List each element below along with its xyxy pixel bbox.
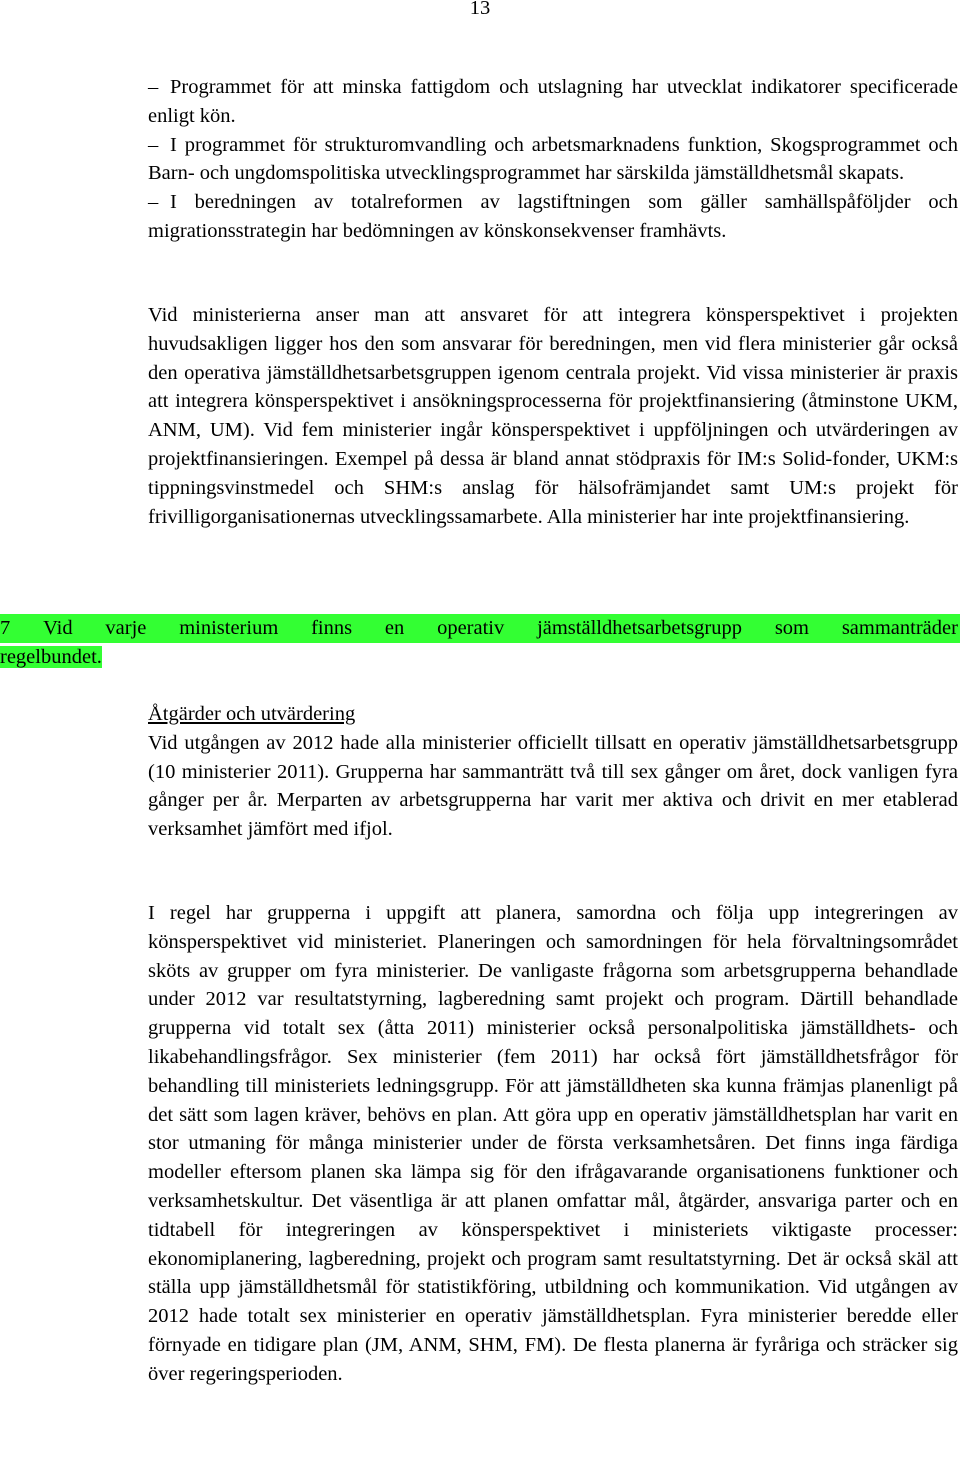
bullet-item xyxy=(148,73,958,131)
dash-icon: – xyxy=(148,133,159,156)
highlight-word: ministerium xyxy=(179,617,279,639)
highlight-text: regelbundet. xyxy=(0,646,102,668)
highlight-word: sammanträder xyxy=(841,617,958,639)
section xyxy=(148,700,958,844)
highlight-word: Vid xyxy=(43,617,73,639)
section-heading: Åtgärder och utvärdering xyxy=(148,703,356,725)
highlight-word: en xyxy=(384,617,405,639)
body-paragraph: I regel har grupperna i uppgift att planera, samordna och följa upp integreringen av könsperspektivet vid ministeriet. Planeringen och samordningen för hela förvaltningsområdet sköts av grupper om fyra ministerier. De vanligaste frågorna som arbetsgrupperna behandlade under 2012 var resultatstyrning, lagberedning samt projekt och program. Därtill behandlade grupperna vid totalt sex (åtta 2011) ministerier också personalpolitiska jämställdhets- och likabehandlingsfrågor. Sex ministerier (fem 2011) har också fört jämställdhetsfrågor för behandling till ministeriets ledningsgrupp. För att jämställdheten ska kunna främjas planenligt på det sätt som lagen kräver, behövs en plan. Att göra upp en operativ jämställdhetsplan har varit en stor utmaning för många ministerier under de första verksamhetsåren. Det finns inga färdiga modeller eftersom planen ska lämpa sig för den ifrågavarande organisationens funktioner och verksamhetskultur. Det väsentliga är att planen omfattar mål, åtgärder, ansvariga parter och en tidtabell för integreringen av könsperspektivet i ministeriets viktigaste processer: ekonomiplanering, lagberedning, projekt och program samt resultatstyrning. Det är också skäl att ställa upp jämställdhetsmål för statistikföring, utbildning och kommunikation. Vid utgången av 2012 hade totalt sex ministerier en operativ jämställdhetsplan. Fyra ministerier beredde eller förnyade en tidigare plan (JM, ANM, SHM, FM). De flesta planerna är fyråriga och sträcker sig över regeringsperioden. xyxy=(148,902,958,1385)
highlight-word: som xyxy=(774,617,810,639)
highlight-word: 7 xyxy=(0,617,11,639)
highlight-line xyxy=(0,643,960,672)
dash-icon: – xyxy=(148,191,159,214)
page-number: 13 xyxy=(469,0,491,19)
body-paragraph: Vid utgången av 2012 hade alla ministerier officiellt tillsatt en operativ jämställdhetsarbetsgrupp (10 ministerier 2011). Grupperna har sammanträtt två till sex gånger om året, dock vanligen fyra gånger per år. Merparten av arbetsgrupperna har varit mer aktiva och drivit en mer etablerad verksamhet jämfört med ifjol. xyxy=(148,731,958,841)
highlight-word: jämställdhetsarbetsgrupp xyxy=(537,617,743,639)
bullet-text: I beredningen av totalreformen av lagstiftningen som gäller samhällspåföljder och migrationsstrategin har bedömningen av könskonsekvenser framhävts. xyxy=(148,191,958,242)
body-paragraph: Vid ministerierna anser man att ansvaret för att integrera könsperspektivet i projekten huvudsakligen ligger hos den som ansvarar för beredningen, men vid flera ministerier går också den operativa jämställdhetsarbetsgruppen igenom centrala projekt. Vid vissa ministerier är praxis att integrera könsperspektivet i ansökningsprocesserna för projektfinansiering (åtminstone UKM, ANM, UM). Vid fem ministerier ingår könsperspektivet i uppföljningen och utvärderingen av projektfinansieringen. Exempel på dessa är bland annat stödpraxis för IM:s Solid-fonder, UKM:s tippningsvinstmedel och SHM:s anslag för hälsofrämjandet samt UM:s projekt för frivilligorganisationernas utvecklingssamarbete. Alla ministerier har inte projektfinansiering. xyxy=(148,304,958,528)
bullet-text: Programmet för att minska fattigdom och utslagning har utvecklat indikatorer specificerade enligt kön. xyxy=(148,76,958,127)
highlight-word: varje xyxy=(105,617,147,639)
bullet-text: I programmet för strukturomvandling och arbetsmarknadens funktion, Skogsprogrammet och Barn- och ungdomspolitiska utvecklingsprogrammet har särskilda jämställdhetsmål skapats. xyxy=(148,133,958,185)
bullet-item xyxy=(148,188,958,246)
highlighted-conclusion xyxy=(0,614,960,672)
dash-icon: – xyxy=(148,76,159,98)
highlight-line xyxy=(0,614,960,643)
bullet-item xyxy=(148,131,958,189)
highlight-word: operativ xyxy=(437,617,505,639)
bullet-list xyxy=(148,73,958,246)
highlight-word: finns xyxy=(311,617,353,639)
